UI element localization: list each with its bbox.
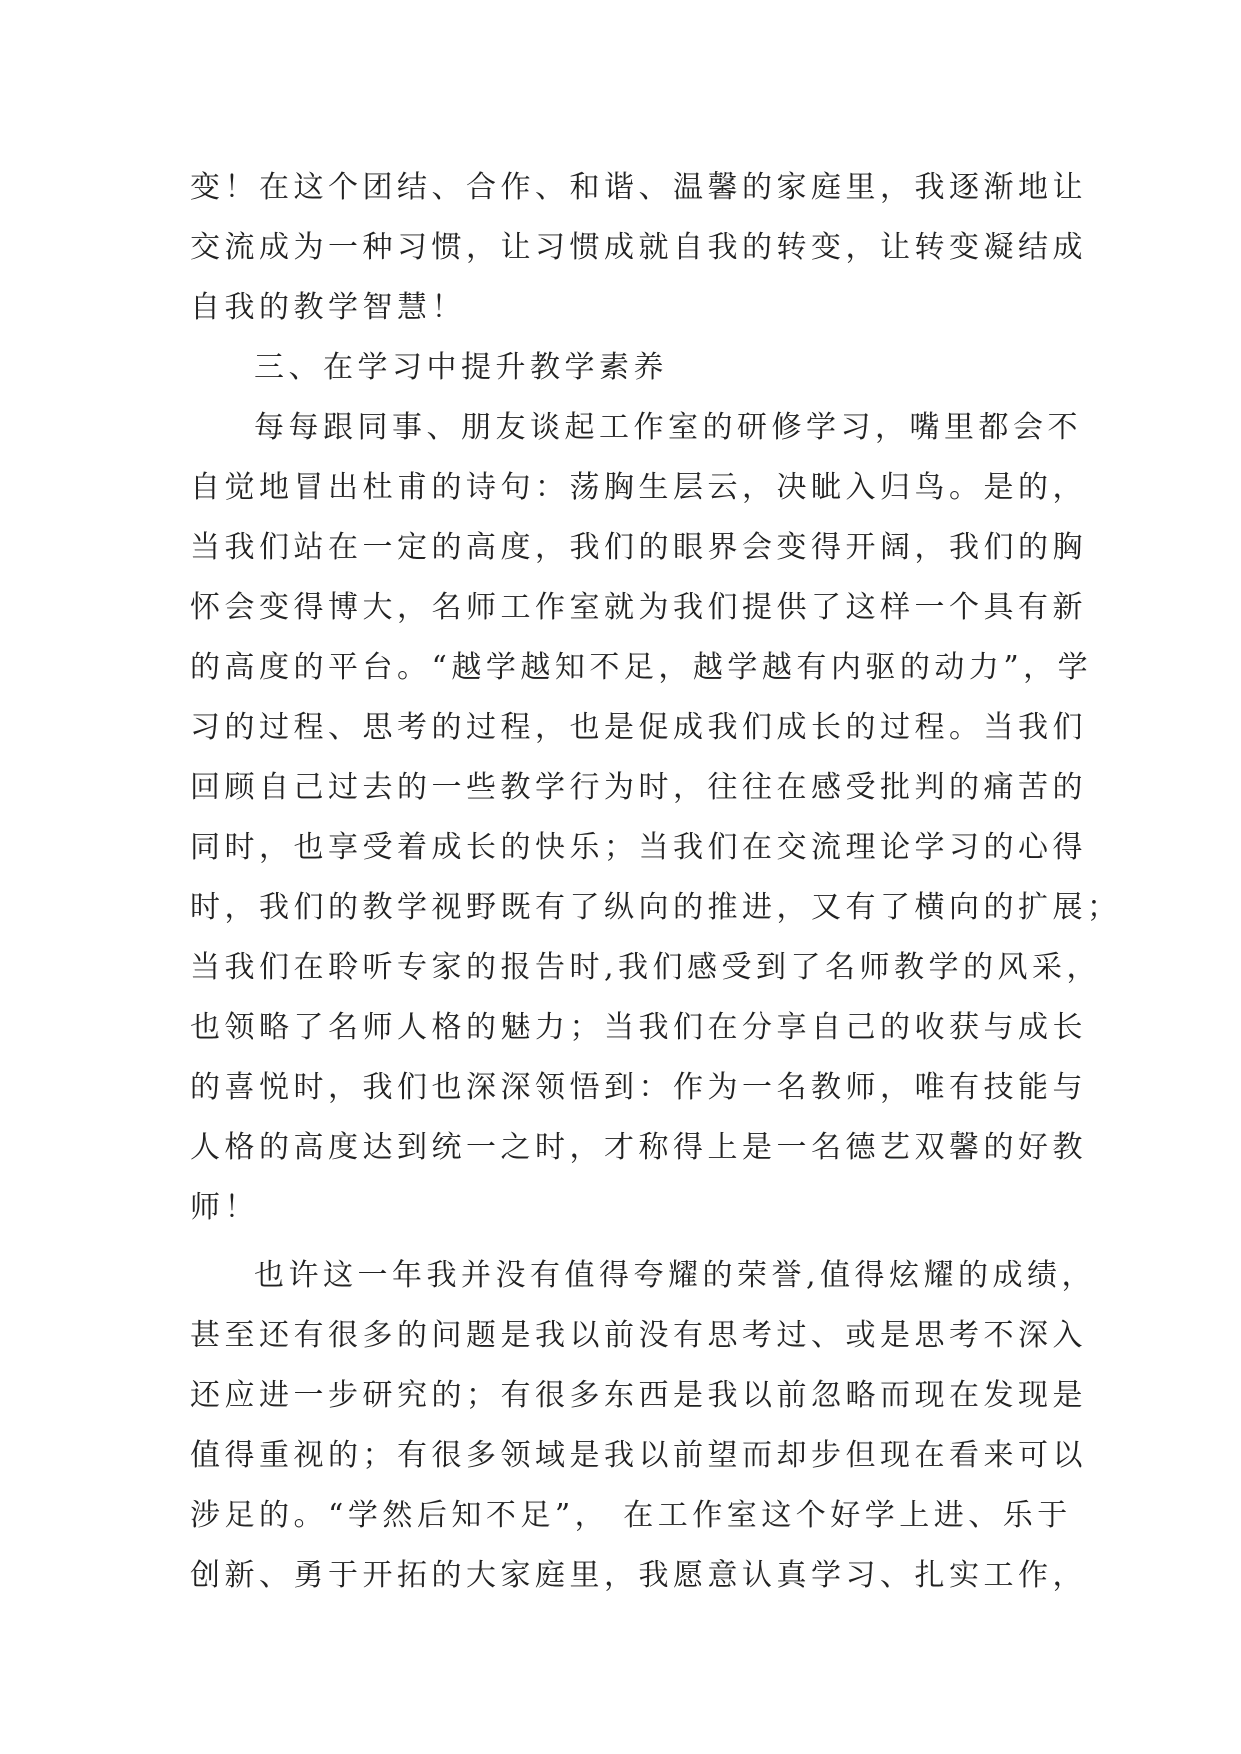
paragraph-line: 每每跟同事、朋友谈起工作室的研修学习，嘴里都会不 — [254, 410, 1082, 445]
paragraph-line: 变！在这个团结、合作、和谐、温馨的家庭里，我逐渐地让 — [190, 170, 1087, 205]
paragraph-line: 自觉地冒出杜甫的诗句：荡胸生层云，决眦入归鸟。是的， — [190, 470, 1087, 505]
paragraph-line: 的高度的平台。“越学越知不足，越学越有内驱的动力”，学 — [190, 650, 1093, 685]
paragraph-line: 习的过程、思考的过程，也是促成我们成长的过程。当我们 — [190, 710, 1087, 745]
paragraph-line: 也领略了名师人格的魅力；当我们在分享自己的收获与成长 — [190, 1010, 1087, 1045]
paragraph-line: 交流成为一种习惯，让习惯成就自我的转变，让转变凝结成 — [190, 230, 1087, 265]
paragraph-line: 值得重视的；有很多领域是我以前望而却步但现在看来可以 — [190, 1438, 1087, 1473]
paragraph-line: 创新、勇于开拓的大家庭里，我愿意认真学习、扎实工作， — [190, 1558, 1087, 1593]
paragraph-line: 同时，也享受着成长的快乐；当我们在交流理论学习的心得 — [190, 830, 1087, 865]
paragraph-line: 还应进一步研究的；有很多东西是我以前忽略而现在发现是 — [190, 1378, 1087, 1413]
paragraph-line: 时，我们的教学视野既有了纵向的推进，又有了横向的扩展； — [190, 890, 1122, 925]
paragraph-line: 怀会变得博大，名师工作室就为我们提供了这样一个具有新 — [190, 590, 1087, 625]
paragraph-line: 甚至还有很多的问题是我以前没有思考过、或是思考不深入 — [190, 1318, 1087, 1353]
paragraph-line: 自我的教学智慧！ — [190, 290, 466, 325]
document-body — [190, 158, 1122, 1606]
paragraph-line: 师！ — [190, 1190, 259, 1225]
paragraph-line: 的喜悦时，我们也深深领悟到：作为一名教师，唯有技能与 — [190, 1070, 1087, 1105]
paragraph-line: 当我们在聆听专家的报告时,我们感受到了名师教学的风采， — [190, 950, 1102, 985]
paragraph-line: 也许这一年我并没有值得夸耀的荣誉,值得炫耀的成绩， — [254, 1258, 1097, 1293]
paragraph-gap — [190, 1238, 1060, 1246]
paragraph-line: 人格的高度达到统一之时，才称得上是一名德艺双馨的好教 — [190, 1130, 1087, 1165]
section-heading: 三、在学习中提升教学素养 — [254, 350, 668, 385]
paragraph-line: 回顾自己过去的一些教学行为时，往往在感受批判的痛苦的 — [190, 770, 1087, 805]
paragraph-line: 当我们站在一定的高度，我们的眼界会变得开阔，我们的胸 — [190, 530, 1087, 565]
paragraph-line: 涉足的。“学然后知不足”， 在工作室这个好学上进、乐于 — [190, 1498, 1072, 1533]
